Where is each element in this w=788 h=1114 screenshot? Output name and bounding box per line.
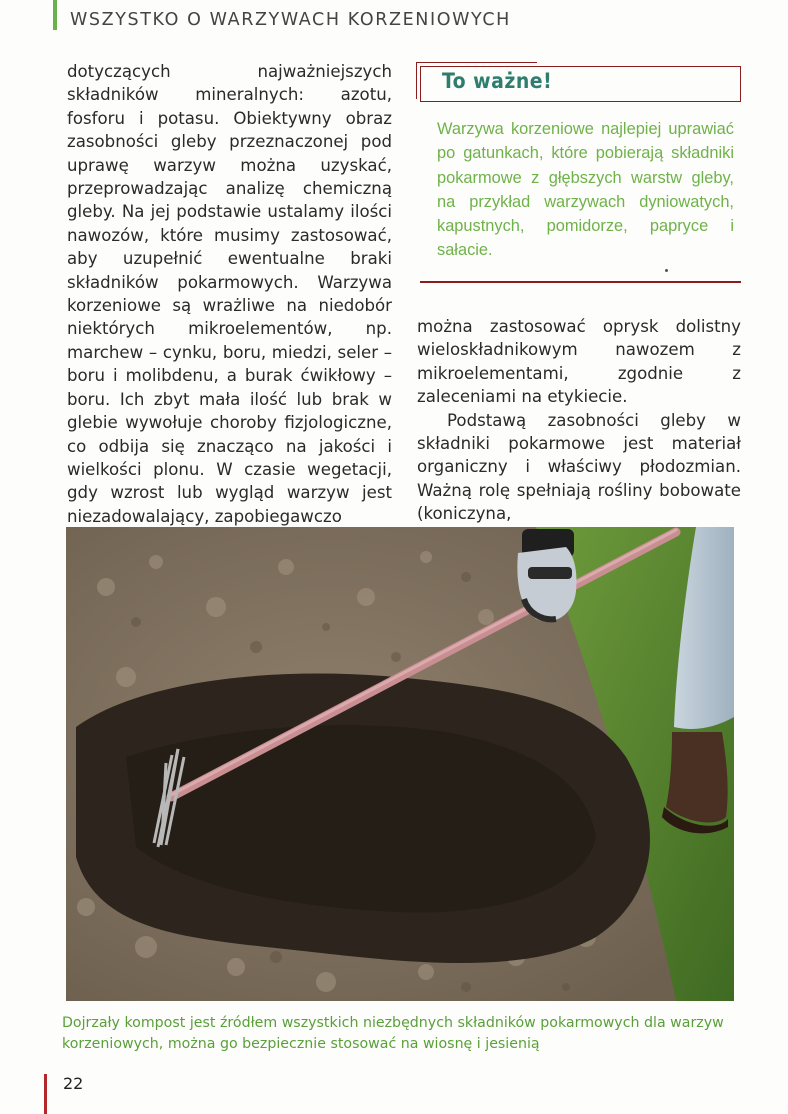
page-header: WSZYSTKO O WARZYWACH KORZENIOWYCH <box>70 10 511 30</box>
right-column <box>417 315 741 526</box>
info-box-dot <box>665 269 668 272</box>
info-box-title: To ważne! <box>442 69 553 93</box>
left-column <box>67 60 392 528</box>
left-column-text: dotyczących najważniejszych składników mineralnych: azotu, fosforu i potasu. Obiektywny obraz zasobności gleby przeznaczonej pod uprawę warzyw można uzyskać, przeprowadzając analizę chemiczną gleby. Na jej podstawie ustalamy ilości nawozów, które musimy zastosować, aby uzupełnić ewentualne braki składników pokarmowych. Warzywa korzeniowe są wrażliwe na niedobór niektórych mikroelementów, np. marchew – cynku, boru, miedzi, seler – boru i molibdenu, a burak ćwikłowy – boru. Ich zbyt mała ilość lub brak w glebie wywołuje choroby fizjologiczne, co odbija się znacząco na jakości i wielkości plonu. W czasie wegetacji, gdy wzrost lub wygląd warzyw jest niezadowalający, zapobiegawczo <box>67 62 392 526</box>
page-number: 22 <box>63 1074 84 1093</box>
compost-photo <box>66 527 734 1001</box>
header-accent-bar <box>53 0 57 30</box>
right-column-paragraph-2: Podstawą zasobności gleby w składniki pokarmowe jest materiał organiczny i właściwy płodozmian. Ważną rolę spełniają rośliny bobowate (koniczyna, <box>417 410 741 524</box>
gloved-hand <box>517 529 576 621</box>
photo-caption: Dojrzały kompost jest źródłem wszystkich niezbędnych składników pokarmowych dla warzyw korzeniowych, można go bezpiecznie stosować na wiosnę i jesienią <box>62 1015 724 1052</box>
right-column-paragraph-1: można zastosować oprysk dolistny wieloskładnikowym nawozem z mikroelementami, zgodnie z zaleceniami na etykiecie. <box>417 317 741 407</box>
info-box-text: Warzywa korzeniowe najlepiej uprawiać po gatunkach, które pobierają składniki pokarmowe z głębszych warstw gleby, na przykład warzywach dyniowatych, kapustnych, pomidorze, papryce i sałacie. <box>437 120 734 260</box>
footer-accent-bar <box>44 1074 47 1114</box>
info-box-divider <box>420 281 741 283</box>
boot <box>666 732 728 822</box>
